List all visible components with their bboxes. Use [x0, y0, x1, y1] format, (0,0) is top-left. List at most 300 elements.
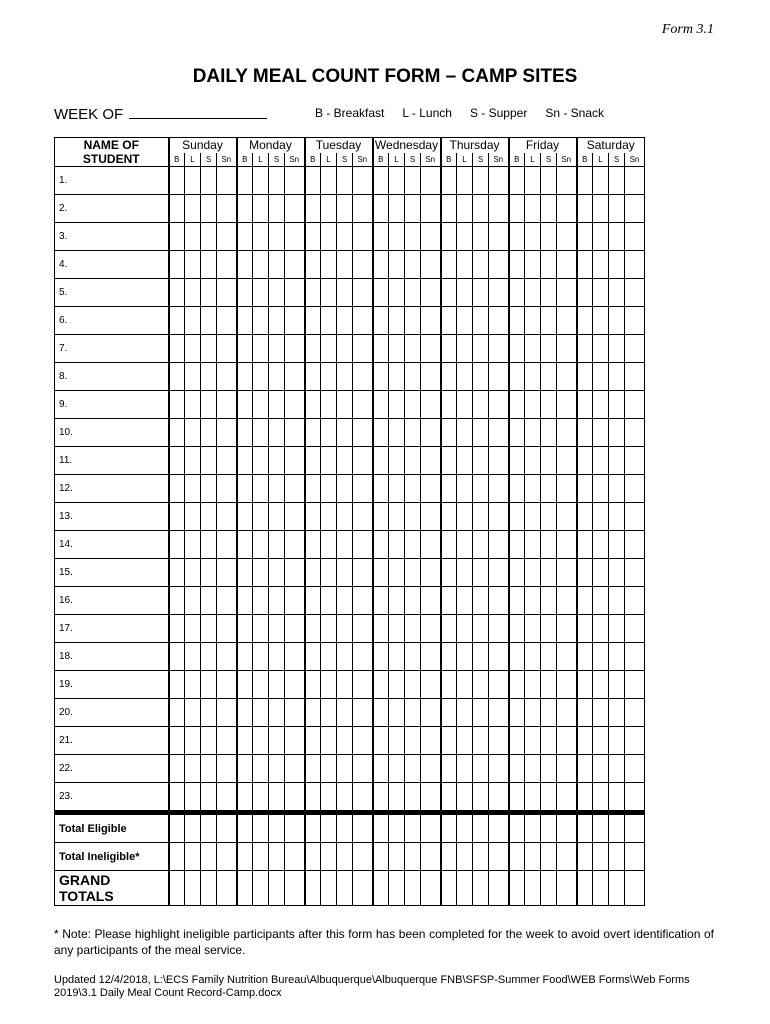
student-name-cell[interactable]: 13. [55, 503, 169, 531]
count-thursday-b-cell[interactable] [441, 587, 457, 615]
count-tuesday-l-cell[interactable] [321, 587, 337, 615]
count-friday-l-cell[interactable] [525, 251, 541, 279]
count-wednesday-b-cell[interactable] [373, 447, 389, 475]
total-eligible-tuesday-b-cell[interactable] [305, 815, 321, 843]
count-thursday-s-cell[interactable] [473, 419, 489, 447]
count-sunday-b-cell[interactable] [169, 363, 185, 391]
count-friday-b-cell[interactable] [509, 699, 525, 727]
student-name-cell[interactable]: 20. [55, 699, 169, 727]
count-sunday-b-cell[interactable] [169, 587, 185, 615]
count-friday-b-cell[interactable] [509, 279, 525, 307]
count-thursday-sn-cell[interactable] [489, 587, 509, 615]
count-saturday-l-cell[interactable] [593, 391, 609, 419]
count-saturday-b-cell[interactable] [577, 363, 593, 391]
count-saturday-sn-cell[interactable] [625, 251, 645, 279]
count-thursday-sn-cell[interactable] [489, 335, 509, 363]
count-thursday-s-cell[interactable] [473, 251, 489, 279]
count-sunday-b-cell[interactable] [169, 419, 185, 447]
count-tuesday-l-cell[interactable] [321, 615, 337, 643]
total-eligible-monday-s-cell[interactable] [269, 815, 285, 843]
count-saturday-sn-cell[interactable] [625, 559, 645, 587]
total-eligible-monday-l-cell[interactable] [253, 815, 269, 843]
grand-totals-saturday-s-cell[interactable] [609, 871, 625, 906]
count-monday-l-cell[interactable] [253, 587, 269, 615]
count-tuesday-sn-cell[interactable] [353, 307, 373, 335]
total-eligible-sunday-b-cell[interactable] [169, 815, 185, 843]
count-monday-sn-cell[interactable] [285, 195, 305, 223]
count-thursday-s-cell[interactable] [473, 531, 489, 559]
count-sunday-l-cell[interactable] [185, 251, 201, 279]
count-monday-sn-cell[interactable] [285, 783, 305, 811]
count-thursday-l-cell[interactable] [457, 167, 473, 195]
count-tuesday-b-cell[interactable] [305, 307, 321, 335]
count-sunday-sn-cell[interactable] [217, 699, 237, 727]
total-eligible-friday-s-cell[interactable] [541, 815, 557, 843]
total-ineligible-thursday-b-cell[interactable] [441, 843, 457, 871]
count-thursday-sn-cell[interactable] [489, 447, 509, 475]
count-monday-l-cell[interactable] [253, 251, 269, 279]
count-wednesday-sn-cell[interactable] [421, 727, 441, 755]
count-friday-s-cell[interactable] [541, 307, 557, 335]
count-thursday-sn-cell[interactable] [489, 195, 509, 223]
count-monday-b-cell[interactable] [237, 279, 253, 307]
count-sunday-l-cell[interactable] [185, 475, 201, 503]
count-tuesday-sn-cell[interactable] [353, 587, 373, 615]
count-saturday-s-cell[interactable] [609, 699, 625, 727]
count-saturday-l-cell[interactable] [593, 335, 609, 363]
count-monday-s-cell[interactable] [269, 671, 285, 699]
count-sunday-s-cell[interactable] [201, 615, 217, 643]
count-wednesday-l-cell[interactable] [389, 587, 405, 615]
count-wednesday-l-cell[interactable] [389, 699, 405, 727]
count-monday-s-cell[interactable] [269, 251, 285, 279]
count-saturday-sn-cell[interactable] [625, 615, 645, 643]
count-tuesday-s-cell[interactable] [337, 307, 353, 335]
count-tuesday-l-cell[interactable] [321, 419, 337, 447]
count-tuesday-s-cell[interactable] [337, 279, 353, 307]
student-name-cell[interactable]: 18. [55, 643, 169, 671]
student-name-cell[interactable]: 2. [55, 195, 169, 223]
count-wednesday-l-cell[interactable] [389, 419, 405, 447]
count-wednesday-sn-cell[interactable] [421, 671, 441, 699]
count-monday-s-cell[interactable] [269, 727, 285, 755]
grand-totals-tuesday-b-cell[interactable] [305, 871, 321, 906]
count-saturday-b-cell[interactable] [577, 447, 593, 475]
total-eligible-tuesday-s-cell[interactable] [337, 815, 353, 843]
count-thursday-sn-cell[interactable] [489, 251, 509, 279]
count-wednesday-b-cell[interactable] [373, 727, 389, 755]
count-thursday-l-cell[interactable] [457, 727, 473, 755]
count-thursday-l-cell[interactable] [457, 531, 473, 559]
count-friday-s-cell[interactable] [541, 363, 557, 391]
count-tuesday-l-cell[interactable] [321, 559, 337, 587]
count-saturday-b-cell[interactable] [577, 251, 593, 279]
total-ineligible-saturday-b-cell[interactable] [577, 843, 593, 871]
count-tuesday-s-cell[interactable] [337, 699, 353, 727]
count-monday-b-cell[interactable] [237, 727, 253, 755]
grand-totals-thursday-s-cell[interactable] [473, 871, 489, 906]
count-sunday-s-cell[interactable] [201, 279, 217, 307]
count-sunday-l-cell[interactable] [185, 783, 201, 811]
count-friday-b-cell[interactable] [509, 671, 525, 699]
count-sunday-s-cell[interactable] [201, 419, 217, 447]
total-eligible-monday-b-cell[interactable] [237, 815, 253, 843]
count-tuesday-s-cell[interactable] [337, 671, 353, 699]
count-wednesday-b-cell[interactable] [373, 251, 389, 279]
count-wednesday-b-cell[interactable] [373, 671, 389, 699]
count-thursday-b-cell[interactable] [441, 167, 457, 195]
count-saturday-l-cell[interactable] [593, 251, 609, 279]
count-tuesday-b-cell[interactable] [305, 755, 321, 783]
student-name-cell[interactable]: 11. [55, 447, 169, 475]
grand-totals-saturday-b-cell[interactable] [577, 871, 593, 906]
count-monday-l-cell[interactable] [253, 503, 269, 531]
count-tuesday-l-cell[interactable] [321, 251, 337, 279]
total-ineligible-tuesday-l-cell[interactable] [321, 843, 337, 871]
count-wednesday-l-cell[interactable] [389, 167, 405, 195]
count-tuesday-l-cell[interactable] [321, 363, 337, 391]
count-wednesday-b-cell[interactable] [373, 167, 389, 195]
count-monday-sn-cell[interactable] [285, 167, 305, 195]
count-saturday-b-cell[interactable] [577, 503, 593, 531]
count-sunday-b-cell[interactable] [169, 279, 185, 307]
count-wednesday-sn-cell[interactable] [421, 251, 441, 279]
count-thursday-sn-cell[interactable] [489, 755, 509, 783]
count-monday-b-cell[interactable] [237, 223, 253, 251]
count-tuesday-b-cell[interactable] [305, 559, 321, 587]
count-friday-b-cell[interactable] [509, 419, 525, 447]
count-thursday-b-cell[interactable] [441, 419, 457, 447]
count-monday-sn-cell[interactable] [285, 279, 305, 307]
count-monday-sn-cell[interactable] [285, 223, 305, 251]
count-wednesday-s-cell[interactable] [405, 531, 421, 559]
count-sunday-s-cell[interactable] [201, 251, 217, 279]
count-tuesday-s-cell[interactable] [337, 251, 353, 279]
count-monday-sn-cell[interactable] [285, 643, 305, 671]
count-thursday-l-cell[interactable] [457, 363, 473, 391]
count-saturday-sn-cell[interactable] [625, 531, 645, 559]
count-tuesday-sn-cell[interactable] [353, 559, 373, 587]
count-tuesday-b-cell[interactable] [305, 531, 321, 559]
count-tuesday-s-cell[interactable] [337, 195, 353, 223]
count-wednesday-b-cell[interactable] [373, 615, 389, 643]
count-thursday-s-cell[interactable] [473, 447, 489, 475]
count-wednesday-b-cell[interactable] [373, 699, 389, 727]
count-thursday-l-cell[interactable] [457, 755, 473, 783]
total-ineligible-sunday-sn-cell[interactable] [217, 843, 237, 871]
count-saturday-s-cell[interactable] [609, 671, 625, 699]
count-saturday-l-cell[interactable] [593, 307, 609, 335]
count-saturday-b-cell[interactable] [577, 783, 593, 811]
count-saturday-l-cell[interactable] [593, 363, 609, 391]
count-friday-b-cell[interactable] [509, 363, 525, 391]
count-monday-s-cell[interactable] [269, 755, 285, 783]
count-saturday-sn-cell[interactable] [625, 223, 645, 251]
count-friday-sn-cell[interactable] [557, 475, 577, 503]
grand-totals-sunday-s-cell[interactable] [201, 871, 217, 906]
count-tuesday-sn-cell[interactable] [353, 699, 373, 727]
count-thursday-b-cell[interactable] [441, 615, 457, 643]
count-friday-b-cell[interactable] [509, 531, 525, 559]
count-monday-b-cell[interactable] [237, 615, 253, 643]
count-monday-l-cell[interactable] [253, 391, 269, 419]
count-wednesday-b-cell[interactable] [373, 279, 389, 307]
count-sunday-s-cell[interactable] [201, 503, 217, 531]
count-tuesday-l-cell[interactable] [321, 531, 337, 559]
count-monday-l-cell[interactable] [253, 447, 269, 475]
count-friday-s-cell[interactable] [541, 503, 557, 531]
count-tuesday-s-cell[interactable] [337, 531, 353, 559]
count-friday-s-cell[interactable] [541, 643, 557, 671]
count-friday-l-cell[interactable] [525, 671, 541, 699]
count-thursday-s-cell[interactable] [473, 363, 489, 391]
count-saturday-l-cell[interactable] [593, 755, 609, 783]
total-eligible-wednesday-s-cell[interactable] [405, 815, 421, 843]
count-saturday-b-cell[interactable] [577, 755, 593, 783]
count-sunday-l-cell[interactable] [185, 279, 201, 307]
count-tuesday-s-cell[interactable] [337, 587, 353, 615]
count-tuesday-s-cell[interactable] [337, 755, 353, 783]
count-monday-l-cell[interactable] [253, 671, 269, 699]
count-saturday-b-cell[interactable] [577, 643, 593, 671]
count-sunday-b-cell[interactable] [169, 167, 185, 195]
count-thursday-s-cell[interactable] [473, 335, 489, 363]
count-saturday-l-cell[interactable] [593, 699, 609, 727]
count-wednesday-sn-cell[interactable] [421, 363, 441, 391]
count-saturday-sn-cell[interactable] [625, 727, 645, 755]
count-monday-s-cell[interactable] [269, 223, 285, 251]
count-thursday-b-cell[interactable] [441, 643, 457, 671]
count-wednesday-b-cell[interactable] [373, 587, 389, 615]
count-friday-s-cell[interactable] [541, 755, 557, 783]
count-wednesday-b-cell[interactable] [373, 783, 389, 811]
count-wednesday-s-cell[interactable] [405, 279, 421, 307]
count-saturday-sn-cell[interactable] [625, 783, 645, 811]
count-tuesday-b-cell[interactable] [305, 671, 321, 699]
count-wednesday-b-cell[interactable] [373, 223, 389, 251]
count-tuesday-b-cell[interactable] [305, 167, 321, 195]
count-saturday-s-cell[interactable] [609, 223, 625, 251]
count-monday-sn-cell[interactable] [285, 307, 305, 335]
count-friday-b-cell[interactable] [509, 335, 525, 363]
count-sunday-sn-cell[interactable] [217, 419, 237, 447]
count-saturday-l-cell[interactable] [593, 167, 609, 195]
count-friday-sn-cell[interactable] [557, 419, 577, 447]
count-wednesday-b-cell[interactable] [373, 503, 389, 531]
count-wednesday-b-cell[interactable] [373, 363, 389, 391]
count-saturday-s-cell[interactable] [609, 195, 625, 223]
count-sunday-l-cell[interactable] [185, 615, 201, 643]
count-sunday-l-cell[interactable] [185, 643, 201, 671]
count-thursday-s-cell[interactable] [473, 587, 489, 615]
count-monday-b-cell[interactable] [237, 671, 253, 699]
count-friday-sn-cell[interactable] [557, 279, 577, 307]
count-saturday-s-cell[interactable] [609, 419, 625, 447]
total-ineligible-tuesday-b-cell[interactable] [305, 843, 321, 871]
count-wednesday-sn-cell[interactable] [421, 223, 441, 251]
count-thursday-l-cell[interactable] [457, 251, 473, 279]
count-thursday-s-cell[interactable] [473, 615, 489, 643]
count-tuesday-sn-cell[interactable] [353, 419, 373, 447]
count-saturday-sn-cell[interactable] [625, 503, 645, 531]
count-friday-l-cell[interactable] [525, 335, 541, 363]
total-ineligible-tuesday-s-cell[interactable] [337, 843, 353, 871]
count-tuesday-b-cell[interactable] [305, 335, 321, 363]
count-friday-l-cell[interactable] [525, 363, 541, 391]
count-friday-l-cell[interactable] [525, 223, 541, 251]
count-sunday-sn-cell[interactable] [217, 223, 237, 251]
count-sunday-s-cell[interactable] [201, 755, 217, 783]
count-monday-sn-cell[interactable] [285, 727, 305, 755]
total-ineligible-friday-s-cell[interactable] [541, 843, 557, 871]
count-monday-l-cell[interactable] [253, 223, 269, 251]
count-monday-s-cell[interactable] [269, 531, 285, 559]
count-monday-b-cell[interactable] [237, 307, 253, 335]
count-tuesday-b-cell[interactable] [305, 587, 321, 615]
total-eligible-sunday-s-cell[interactable] [201, 815, 217, 843]
count-wednesday-l-cell[interactable] [389, 391, 405, 419]
grand-totals-thursday-sn-cell[interactable] [489, 871, 509, 906]
count-thursday-sn-cell[interactable] [489, 503, 509, 531]
count-sunday-b-cell[interactable] [169, 727, 185, 755]
count-thursday-sn-cell[interactable] [489, 391, 509, 419]
student-name-cell[interactable]: 5. [55, 279, 169, 307]
count-tuesday-l-cell[interactable] [321, 783, 337, 811]
count-monday-b-cell[interactable] [237, 755, 253, 783]
count-thursday-sn-cell[interactable] [489, 279, 509, 307]
total-eligible-monday-sn-cell[interactable] [285, 815, 305, 843]
count-thursday-sn-cell[interactable] [489, 783, 509, 811]
count-saturday-b-cell[interactable] [577, 531, 593, 559]
count-saturday-s-cell[interactable] [609, 783, 625, 811]
count-thursday-l-cell[interactable] [457, 475, 473, 503]
count-sunday-b-cell[interactable] [169, 307, 185, 335]
count-wednesday-sn-cell[interactable] [421, 755, 441, 783]
count-wednesday-b-cell[interactable] [373, 195, 389, 223]
count-wednesday-s-cell[interactable] [405, 251, 421, 279]
count-saturday-l-cell[interactable] [593, 783, 609, 811]
count-saturday-b-cell[interactable] [577, 195, 593, 223]
count-saturday-s-cell[interactable] [609, 167, 625, 195]
count-sunday-sn-cell[interactable] [217, 251, 237, 279]
count-friday-l-cell[interactable] [525, 279, 541, 307]
count-saturday-b-cell[interactable] [577, 671, 593, 699]
count-tuesday-s-cell[interactable] [337, 363, 353, 391]
count-saturday-l-cell[interactable] [593, 615, 609, 643]
count-thursday-b-cell[interactable] [441, 223, 457, 251]
total-ineligible-monday-sn-cell[interactable] [285, 843, 305, 871]
count-saturday-sn-cell[interactable] [625, 363, 645, 391]
count-monday-l-cell[interactable] [253, 699, 269, 727]
count-sunday-l-cell[interactable] [185, 531, 201, 559]
total-eligible-tuesday-l-cell[interactable] [321, 815, 337, 843]
count-friday-b-cell[interactable] [509, 391, 525, 419]
count-sunday-sn-cell[interactable] [217, 643, 237, 671]
count-friday-s-cell[interactable] [541, 251, 557, 279]
total-ineligible-thursday-l-cell[interactable] [457, 843, 473, 871]
count-tuesday-sn-cell[interactable] [353, 223, 373, 251]
count-sunday-l-cell[interactable] [185, 223, 201, 251]
count-friday-l-cell[interactable] [525, 503, 541, 531]
count-friday-b-cell[interactable] [509, 559, 525, 587]
count-monday-b-cell[interactable] [237, 503, 253, 531]
count-thursday-l-cell[interactable] [457, 391, 473, 419]
grand-totals-friday-s-cell[interactable] [541, 871, 557, 906]
count-tuesday-s-cell[interactable] [337, 223, 353, 251]
count-saturday-sn-cell[interactable] [625, 279, 645, 307]
week-of-blank[interactable] [129, 104, 267, 119]
count-friday-b-cell[interactable] [509, 615, 525, 643]
count-wednesday-l-cell[interactable] [389, 559, 405, 587]
count-monday-b-cell[interactable] [237, 391, 253, 419]
count-wednesday-sn-cell[interactable] [421, 279, 441, 307]
grand-totals-friday-sn-cell[interactable] [557, 871, 577, 906]
count-friday-s-cell[interactable] [541, 447, 557, 475]
grand-totals-monday-sn-cell[interactable] [285, 871, 305, 906]
total-eligible-wednesday-sn-cell[interactable] [421, 815, 441, 843]
count-sunday-b-cell[interactable] [169, 559, 185, 587]
count-thursday-s-cell[interactable] [473, 699, 489, 727]
count-wednesday-sn-cell[interactable] [421, 531, 441, 559]
count-tuesday-b-cell[interactable] [305, 699, 321, 727]
count-saturday-b-cell[interactable] [577, 223, 593, 251]
count-monday-s-cell[interactable] [269, 363, 285, 391]
count-monday-s-cell[interactable] [269, 783, 285, 811]
count-monday-sn-cell[interactable] [285, 615, 305, 643]
count-wednesday-s-cell[interactable] [405, 391, 421, 419]
count-wednesday-l-cell[interactable] [389, 363, 405, 391]
total-ineligible-tuesday-sn-cell[interactable] [353, 843, 373, 871]
count-saturday-sn-cell[interactable] [625, 699, 645, 727]
count-friday-l-cell[interactable] [525, 755, 541, 783]
count-friday-b-cell[interactable] [509, 587, 525, 615]
count-friday-s-cell[interactable] [541, 335, 557, 363]
grand-totals-wednesday-sn-cell[interactable] [421, 871, 441, 906]
count-tuesday-b-cell[interactable] [305, 727, 321, 755]
count-monday-s-cell[interactable] [269, 279, 285, 307]
total-ineligible-sunday-b-cell[interactable] [169, 843, 185, 871]
count-monday-b-cell[interactable] [237, 419, 253, 447]
count-tuesday-l-cell[interactable] [321, 643, 337, 671]
count-friday-l-cell[interactable] [525, 447, 541, 475]
count-thursday-b-cell[interactable] [441, 475, 457, 503]
count-sunday-b-cell[interactable] [169, 503, 185, 531]
count-thursday-b-cell[interactable] [441, 307, 457, 335]
count-sunday-l-cell[interactable] [185, 559, 201, 587]
count-sunday-s-cell[interactable] [201, 531, 217, 559]
count-monday-s-cell[interactable] [269, 335, 285, 363]
count-friday-s-cell[interactable] [541, 195, 557, 223]
count-monday-sn-cell[interactable] [285, 755, 305, 783]
count-friday-sn-cell[interactable] [557, 167, 577, 195]
count-friday-s-cell[interactable] [541, 699, 557, 727]
count-monday-sn-cell[interactable] [285, 251, 305, 279]
count-wednesday-s-cell[interactable] [405, 755, 421, 783]
total-ineligible-wednesday-b-cell[interactable] [373, 843, 389, 871]
count-wednesday-sn-cell[interactable] [421, 335, 441, 363]
count-sunday-b-cell[interactable] [169, 447, 185, 475]
count-friday-b-cell[interactable] [509, 195, 525, 223]
count-thursday-s-cell[interactable] [473, 475, 489, 503]
total-ineligible-sunday-s-cell[interactable] [201, 843, 217, 871]
count-sunday-b-cell[interactable] [169, 643, 185, 671]
count-wednesday-sn-cell[interactable] [421, 419, 441, 447]
count-tuesday-s-cell[interactable] [337, 727, 353, 755]
count-tuesday-sn-cell[interactable] [353, 755, 373, 783]
count-friday-b-cell[interactable] [509, 447, 525, 475]
count-friday-b-cell[interactable] [509, 755, 525, 783]
count-sunday-l-cell[interactable] [185, 755, 201, 783]
